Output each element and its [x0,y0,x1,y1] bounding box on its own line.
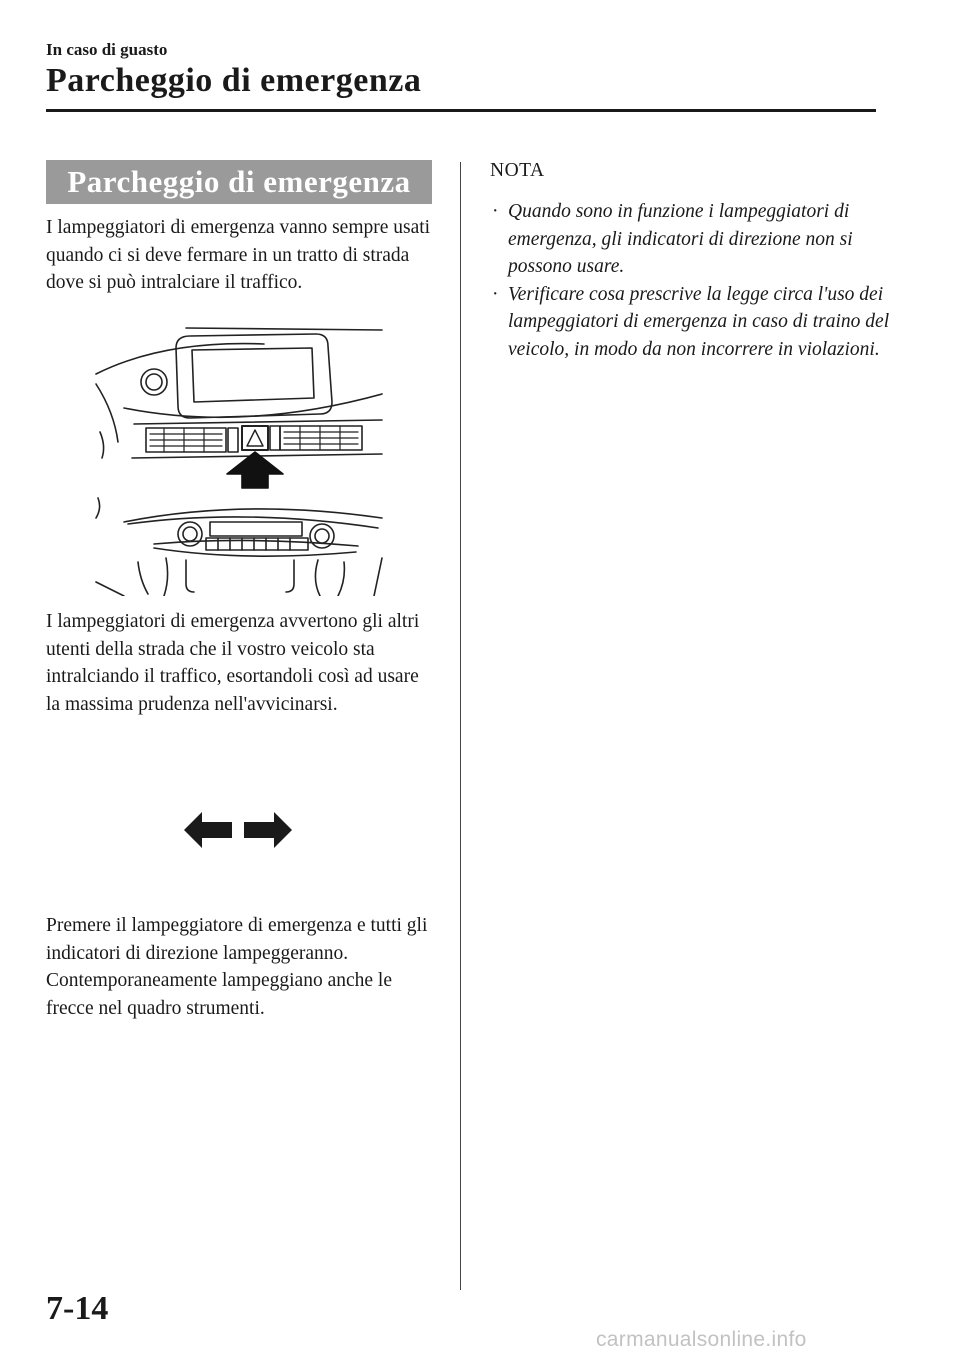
note-item-text: Quando sono in funzione i lampeggiatori di emergenza, gli indicatori di direzione non si possono usare. [508,201,853,277]
warning-paragraph: I lampeggiatori di emergenza avvertono gli altri utenti della strada che il vostro veicolo sta intralciando il traffico, esortandoli così ad usare la massima prudenza nell'avvicinarsi. [46,611,420,715]
note-title: NOTA [490,160,545,181]
bullet-icon: · [492,201,499,222]
heading-divider [46,109,876,112]
page-title: Parcheggio di emergenza [46,62,422,99]
turn-signal-arrows-icon [182,810,294,850]
section-title: Parcheggio di emergenza [46,160,432,204]
note-item [490,198,890,281]
instruction-paragraph: Premere il lampeggiatore di emergenza e tutti gli indicatori di direzione lampeggeranno. Contemporaneamente lampeggiano anche le frecce nel quadro strumenti. [46,915,428,1019]
note-item-text: Verificare cosa prescrive la legge circa l'uso dei lampeggiatori di emergenza in caso di traino del veicolo, in modo da non incorrere in violazioni. [508,283,890,360]
chapter-label: In caso di guasto [46,40,168,59]
bullet-icon: · [492,283,499,305]
note-list [490,198,890,363]
dashboard-hazard-switch-illustration [94,322,386,596]
page-number: 7-14 [46,1290,109,1327]
watermark: carmanualsonline.info [596,1328,807,1351]
note-item [490,281,890,364]
column-divider [460,162,461,1290]
intro-paragraph: I lampeggiatori di emergenza vanno sempre usati quando ci si deve fermare in un tratto di strada dove si può intralciare il traffico. [46,217,431,293]
